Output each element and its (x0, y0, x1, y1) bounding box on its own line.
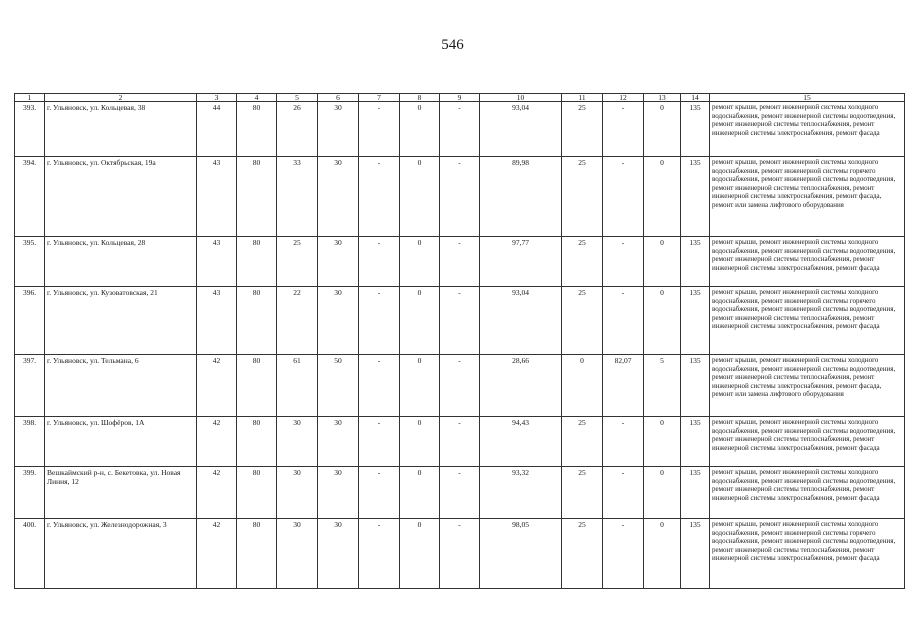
value-cell: 30 (318, 237, 359, 287)
value-cell: 5 (644, 355, 681, 417)
value-cell: 0 (400, 102, 440, 157)
address-cell: Вешкаймский р-н, с. Бекетовка, ул. Новая Линия, 12 (45, 467, 197, 519)
row-number: 394. (15, 157, 45, 237)
works-cell: ремонт крыши, ремонт инженерной системы холодного водоснабжения, ремонт инженерной системы водоотведения, ремонт инженерной системы теплоснабжения, ремонт инженерной системы электроснабжения, ремонт фасада (710, 417, 905, 467)
address-cell: г. Ульяновск, ул. Кольцевая, 38 (45, 102, 197, 157)
value-cell: 0 (644, 287, 681, 355)
value-cell: 0 (400, 355, 440, 417)
value-cell: - (359, 355, 400, 417)
value-cell: 0 (644, 157, 681, 237)
value-cell: - (359, 287, 400, 355)
value-cell: 0 (400, 157, 440, 237)
header-cell: 4 (237, 94, 277, 102)
value-cell: - (603, 417, 644, 467)
value-cell: 93,04 (480, 287, 562, 355)
header-cell: 10 (480, 94, 562, 102)
value-cell: 0 (644, 102, 681, 157)
value-cell: 0 (400, 417, 440, 467)
works-cell: ремонт крыши, ремонт инженерной системы холодного водоснабжения, ремонт инженерной системы водоотведения, ремонт инженерной системы теплоснабжения, ремонт инженерной системы электроснабжения, ремонт фасада (710, 467, 905, 519)
value-cell: 42 (197, 519, 237, 589)
value-cell: - (359, 157, 400, 237)
value-cell: 30 (318, 519, 359, 589)
value-cell: - (440, 237, 480, 287)
value-cell: 25 (562, 237, 603, 287)
value-cell: - (440, 157, 480, 237)
value-cell: 0 (644, 417, 681, 467)
row-number: 396. (15, 287, 45, 355)
value-cell: - (440, 355, 480, 417)
value-cell: 25 (562, 417, 603, 467)
address-cell: г. Ульяновск, ул. Октябрьская, 19а (45, 157, 197, 237)
header-cell: 1 (15, 94, 45, 102)
value-cell: 0 (400, 519, 440, 589)
data-table-container (14, 93, 896, 589)
value-cell: - (440, 467, 480, 519)
value-cell: 80 (237, 355, 277, 417)
table-row (15, 519, 905, 589)
header-cell: 13 (644, 94, 681, 102)
table-row (15, 355, 905, 417)
value-cell: 25 (562, 157, 603, 237)
value-cell: 28,66 (480, 355, 562, 417)
table-row (15, 287, 905, 355)
page-number: 546 (441, 37, 464, 53)
header-cell: 2 (45, 94, 197, 102)
value-cell: 0 (400, 287, 440, 355)
header-cell: 12 (603, 94, 644, 102)
value-cell: 82,07 (603, 355, 644, 417)
value-cell: - (603, 237, 644, 287)
row-number: 399. (15, 467, 45, 519)
value-cell: 80 (237, 519, 277, 589)
value-cell: 135 (681, 102, 710, 157)
value-cell: 43 (197, 157, 237, 237)
header-cell: 15 (710, 94, 905, 102)
works-cell: ремонт крыши, ремонт инженерной системы холодного водоснабжения, ремонт инженерной системы водоотведения, ремонт инженерной системы теплоснабжения, ремонт инженерной системы электроснабжения, ремонт фасада (710, 102, 905, 157)
value-cell: - (603, 157, 644, 237)
value-cell: - (603, 102, 644, 157)
header-cell: 6 (318, 94, 359, 102)
header-cell: 14 (681, 94, 710, 102)
value-cell: 30 (318, 287, 359, 355)
table-header (15, 94, 905, 102)
value-cell: 135 (681, 355, 710, 417)
table-row (15, 157, 905, 237)
value-cell: 30 (277, 417, 318, 467)
row-number: 398. (15, 417, 45, 467)
value-cell: 42 (197, 467, 237, 519)
value-cell: - (440, 417, 480, 467)
value-cell: 135 (681, 157, 710, 237)
data-table (14, 93, 905, 589)
table-row (15, 417, 905, 467)
value-cell: 135 (681, 287, 710, 355)
value-cell: 30 (318, 417, 359, 467)
header-cell: 9 (440, 94, 480, 102)
value-cell: 25 (562, 287, 603, 355)
header-cell: 3 (197, 94, 237, 102)
value-cell: 33 (277, 157, 318, 237)
address-cell: г. Ульяновск, ул. Шофёров, 1А (45, 417, 197, 467)
table-row (15, 237, 905, 287)
value-cell: 93,32 (480, 467, 562, 519)
value-cell: - (359, 417, 400, 467)
value-cell: 30 (318, 157, 359, 237)
header-cell: 5 (277, 94, 318, 102)
row-number: 397. (15, 355, 45, 417)
works-cell: ремонт крыши, ремонт инженерной системы холодного водоснабжения, ремонт инженерной системы горячего водоснабжения, ремонт инженерной системы водоотведения, ремонт инженерной системы теплоснабжения, ремонт инженерной системы электроснабжения, ремонт фасада (710, 287, 905, 355)
value-cell: 0 (644, 237, 681, 287)
value-cell: 80 (237, 467, 277, 519)
value-cell: 98,05 (480, 519, 562, 589)
row-number: 393. (15, 102, 45, 157)
value-cell: 43 (197, 237, 237, 287)
value-cell: - (440, 519, 480, 589)
value-cell: 61 (277, 355, 318, 417)
value-cell: 80 (237, 102, 277, 157)
value-cell: - (359, 467, 400, 519)
value-cell: 30 (318, 467, 359, 519)
value-cell: - (440, 287, 480, 355)
header-cell: 11 (562, 94, 603, 102)
value-cell: - (603, 287, 644, 355)
works-cell: ремонт крыши, ремонт инженерной системы холодного водоснабжения, ремонт инженерной системы горячего водоснабжения, ремонт инженерной системы водоотведения, ремонт инженерной системы теплоснабжения, ремонт инженерной системы электроснабжения, ремонт фасада, ремонт или замена лифтового оборудования (710, 157, 905, 237)
address-cell: г. Ульяновск, ул. Кольцевая, 28 (45, 237, 197, 287)
value-cell: 135 (681, 519, 710, 589)
works-cell: ремонт крыши, ремонт инженерной системы холодного водоснабжения, ремонт инженерной системы водоотведения, ремонт инженерной системы теплоснабжения, ремонт инженерной системы электроснабжения, ремонт фасада (710, 237, 905, 287)
value-cell: - (440, 102, 480, 157)
value-cell: 0 (400, 467, 440, 519)
header-cell: 7 (359, 94, 400, 102)
row-number: 400. (15, 519, 45, 589)
value-cell: 30 (277, 519, 318, 589)
address-cell: г. Ульяновск, ул. Железнодорожная, 3 (45, 519, 197, 589)
value-cell: 80 (237, 237, 277, 287)
value-cell: 0 (644, 467, 681, 519)
header-cell: 8 (400, 94, 440, 102)
works-cell: ремонт крыши, ремонт инженерной системы холодного водоснабжения, ремонт инженерной системы водоотведения, ремонт инженерной системы теплоснабжения, ремонт инженерной системы электроснабжения, ремонт фасада, ремонт или замена лифтового оборудования (710, 355, 905, 417)
value-cell: 93,04 (480, 102, 562, 157)
value-cell: 42 (197, 355, 237, 417)
value-cell: 135 (681, 417, 710, 467)
value-cell: 22 (277, 287, 318, 355)
row-number: 395. (15, 237, 45, 287)
value-cell: 80 (237, 417, 277, 467)
value-cell: 80 (237, 157, 277, 237)
works-cell: ремонт крыши, ремонт инженерной системы холодного водоснабжения, ремонт инженерной системы горячего водоснабжения, ремонт инженерной системы водоотведения, ремонт инженерной системы теплоснабжения, ремонт инженерной системы электроснабжения, ремонт фасада (710, 519, 905, 589)
value-cell: 0 (562, 355, 603, 417)
value-cell: 30 (318, 102, 359, 157)
value-cell: - (603, 519, 644, 589)
value-cell: 25 (562, 519, 603, 589)
value-cell: 30 (277, 467, 318, 519)
value-cell: 25 (562, 102, 603, 157)
value-cell: 135 (681, 237, 710, 287)
value-cell: 43 (197, 287, 237, 355)
value-cell: 44 (197, 102, 237, 157)
value-cell: 0 (400, 237, 440, 287)
table-row (15, 467, 905, 519)
table-row (15, 102, 905, 157)
address-cell: г. Ульяновск, ул. Кузоватовская, 21 (45, 287, 197, 355)
value-cell: - (603, 467, 644, 519)
value-cell: 26 (277, 102, 318, 157)
value-cell: - (359, 237, 400, 287)
table-body (15, 102, 905, 589)
value-cell: 42 (197, 417, 237, 467)
value-cell: 25 (277, 237, 318, 287)
value-cell: 94,43 (480, 417, 562, 467)
address-cell: г. Ульяновск, ул. Тельмана, 6 (45, 355, 197, 417)
value-cell: 80 (237, 287, 277, 355)
value-cell: 50 (318, 355, 359, 417)
value-cell: 135 (681, 467, 710, 519)
value-cell: - (359, 519, 400, 589)
value-cell: - (359, 102, 400, 157)
value-cell: 97,77 (480, 237, 562, 287)
value-cell: 0 (644, 519, 681, 589)
value-cell: 25 (562, 467, 603, 519)
value-cell: 89,98 (480, 157, 562, 237)
